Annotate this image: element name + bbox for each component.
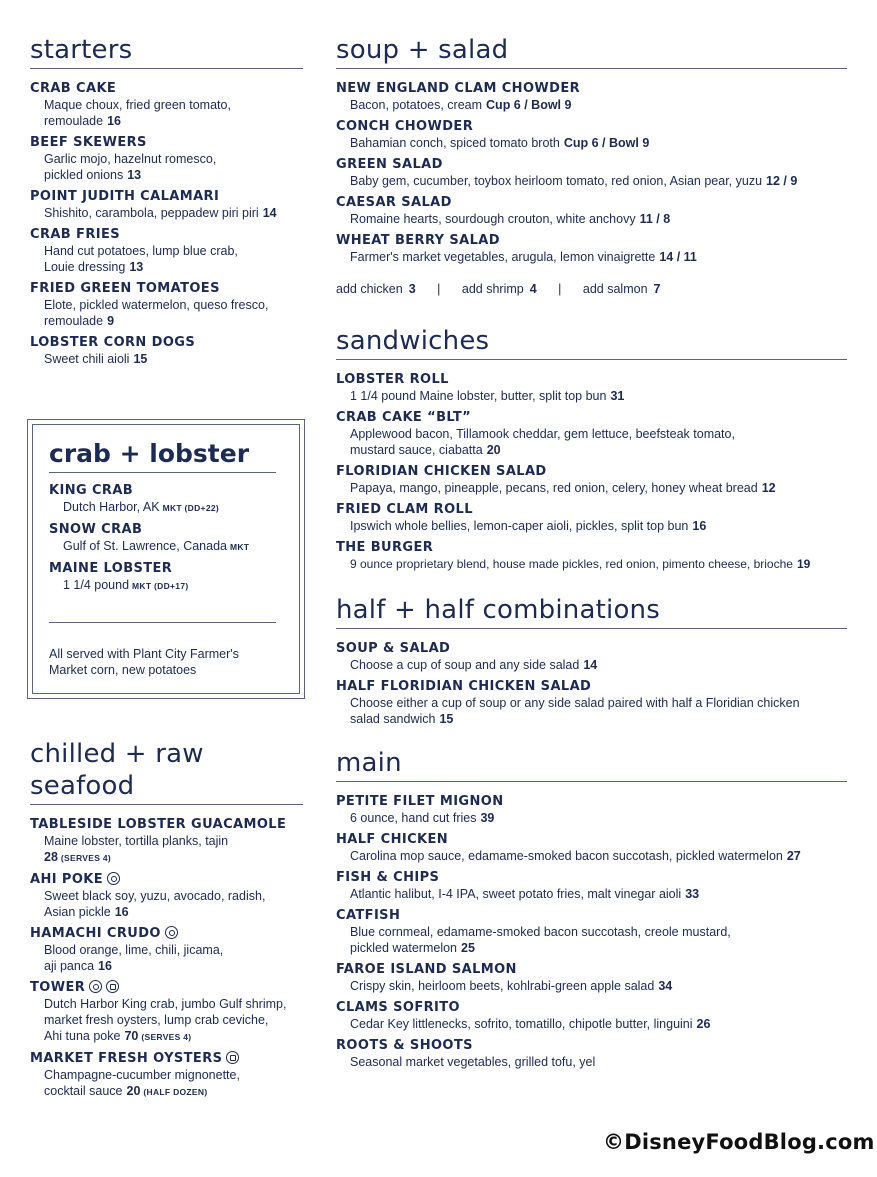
menu-item-half-floridian-chicken-salad [336, 679, 847, 727]
item-price: 27 [786, 849, 801, 863]
item-name: SOUP & SALAD [336, 641, 451, 656]
section-title-soup-salad: soup + salad [336, 34, 847, 69]
item-name: ROOTS & SHOOTS [336, 1038, 473, 1053]
item-name: HAMACHI CRUDO [30, 926, 303, 942]
item-desc: Farmer's market vegetables, arugula, lemon vinaigrette 14 / 11 [350, 250, 697, 264]
crab-lobster-section [49, 438, 276, 600]
menu-item-roots-shoots [336, 1038, 847, 1070]
item-desc: Seasonal market vegetables, grilled tofu, yel [350, 1055, 596, 1069]
item-name: CATFISH [336, 908, 401, 923]
item-price: 16 [98, 959, 112, 973]
item-name: CLAMS SOFRITO [336, 1000, 460, 1015]
item-name: SNOW CRAB [49, 522, 143, 537]
menu-item-caesar-salad [336, 195, 847, 227]
item-desc-line2: salad sandwich 15 [350, 712, 454, 726]
item-desc: Atlantic halibut, I-4 IPA, sweet potato fries, malt vinegar aioli 33 [350, 887, 700, 901]
menu-item-green-salad [336, 157, 847, 189]
item-name: NEW ENGLAND CLAM CHOWDER [336, 81, 581, 96]
addon-chicken: add chicken 3 [336, 282, 416, 296]
item-desc-line2: cocktail sauce 20 (HALF DOZEN) [44, 1084, 208, 1098]
item-desc: Romaine hearts, sourdough crouton, white anchovy 11 / 8 [350, 212, 671, 226]
item-name: AHI POKE [30, 872, 303, 888]
item-desc-line2: pickled watermelon 25 [350, 941, 475, 955]
item-desc-line2: pickled onions 13 [44, 168, 142, 182]
item-market-price: MKT (DD+17) [132, 581, 189, 591]
item-desc: 1 1/4 pound MKT (DD+17) [63, 578, 189, 592]
item-desc: Dutch Harbor, AK MKT (DD+22) [63, 500, 220, 514]
item-price: 31 [610, 389, 625, 403]
menu-item-fried-green-tomatoes [30, 281, 303, 329]
item-price: 26 [696, 1017, 711, 1031]
gluten-free-icon [106, 980, 119, 993]
menu-item-snow-crab [49, 522, 276, 555]
item-name: FAROE ISLAND SALMON [336, 962, 517, 977]
soup-salad-section [336, 34, 847, 297]
item-name: CRAB CAKE “BLT” [336, 410, 472, 425]
item-name: LOBSTER ROLL [336, 372, 449, 387]
menu-item-half-chicken [336, 832, 847, 864]
item-name: MAINE LOBSTER [49, 561, 173, 576]
menu-item-king-crab [49, 483, 276, 516]
crab-lobster-box [27, 419, 305, 699]
item-note: (HALF DOZEN) [143, 1087, 208, 1097]
item-price: 14 [262, 206, 277, 220]
item-price: 14 / 11 [659, 250, 697, 264]
item-name: FLORIDIAN CHICKEN SALAD [336, 464, 547, 479]
item-name: POINT JUDITH CALAMARI [30, 189, 220, 204]
item-desc-line2: Louie dressing 13 [44, 260, 144, 274]
allergy-friendly-icon [107, 872, 120, 885]
item-name: TABLESIDE LOBSTER GUACAMOLE [30, 817, 287, 832]
menu-item-lobster-guacamole [30, 817, 303, 866]
item-price: 13 [129, 260, 144, 274]
menu-item-crab-fries [30, 227, 303, 275]
menu-item-hamachi-crudo [30, 926, 303, 974]
item-desc: Bacon, potatoes, cream Cup 6 / Bowl 9 [350, 98, 572, 112]
item-name: LOBSTER CORN DOGS [30, 335, 196, 350]
item-price: 20 [486, 443, 501, 457]
item-name: FRIED CLAM ROLL [336, 502, 473, 517]
box-divider [49, 622, 276, 623]
item-desc: Gulf of St. Lawrence, Canada MKT [63, 539, 250, 553]
section-title-starters: starters [30, 34, 303, 69]
item-price: 16 [107, 114, 121, 128]
item-name: MARKET FRESH OYSTERS [30, 1051, 303, 1067]
item-price-line [30, 849, 303, 866]
half-half-section [336, 594, 847, 727]
item-desc: Shishito, carambola, peppadew piri piri 14 [44, 206, 277, 220]
item-desc: Elote, pickled watermelon, queso fresco, [44, 298, 269, 312]
menu-item-oysters [30, 1051, 303, 1100]
item-market-price: MKT (DD+22) [162, 503, 220, 513]
crab-lobster-footer: All served with Plant City Farmer's Market corn, new potatoes [49, 647, 239, 677]
item-desc: Dutch Harbor King crab, jumbo Gulf shrimp, [44, 997, 287, 1011]
menu-item-clam-chowder [336, 81, 847, 113]
item-price: 15 [439, 712, 454, 726]
item-desc: Maine lobster, tortilla planks, tajin [44, 834, 229, 848]
item-desc: Sweet chili aioli 15 [44, 352, 148, 366]
item-desc: Bahamian conch, spiced tomato broth Cup 6 / Bowl 9 [350, 136, 650, 150]
menu-item-ahi-poke [30, 872, 303, 920]
menu-item-clams-sofrito [336, 1000, 847, 1032]
item-name: WHEAT BERRY SALAD [336, 233, 500, 248]
item-name: THE BURGER [336, 540, 434, 555]
item-name: HALF FLORIDIAN CHICKEN SALAD [336, 679, 592, 694]
item-price: 28 [44, 850, 58, 864]
item-price: Cup 6 / Bowl 9 [563, 136, 650, 150]
menu-item-wheat-berry-salad [336, 233, 847, 265]
salad-addons [336, 281, 847, 297]
item-price: 33 [685, 887, 700, 901]
item-desc: Blood orange, lime, chili, jicama, [44, 943, 224, 957]
menu-item-maine-lobster [49, 561, 276, 594]
item-price: 14 [583, 658, 598, 672]
item-price: Cup 6 / Bowl 9 [486, 98, 572, 112]
item-name: FISH & CHIPS [336, 870, 440, 885]
section-title-sandwiches: sandwiches [336, 325, 847, 360]
item-desc: Papaya, mango, pineapple, pecans, red onion, celery, honey wheat bread 12 [350, 481, 776, 495]
item-desc: Baby gem, cucumber, toybox heirloom tomato, red onion, Asian pear, yuzu 12 / 9 [350, 174, 798, 188]
item-name: GREEN SALAD [336, 157, 443, 172]
item-desc: Carolina mop sauce, edamame-smoked bacon succotash, pickled watermelon 27 [350, 849, 801, 863]
item-desc: Applewood bacon, Tillamook cheddar, gem lettuce, beefsteak tomato, [350, 427, 735, 441]
starters-section [30, 34, 303, 373]
addon-salmon: add salmon 7 [582, 282, 661, 296]
item-price: 11 / 8 [639, 212, 671, 226]
item-name: HALF CHICKEN [336, 832, 449, 847]
menu-item-calamari [30, 189, 303, 221]
item-name: FRIED GREEN TOMATOES [30, 281, 220, 296]
item-name: TOWER [30, 980, 303, 996]
item-price: 16 [114, 905, 129, 919]
item-desc: Sweet black soy, yuzu, avocado, radish, [44, 889, 266, 903]
item-desc-line2: remoulade 9 [44, 314, 115, 328]
item-desc: Choose either a cup of soup or any side salad paired with half a Floridian chicken [350, 696, 800, 710]
chilled-seafood-section [30, 738, 303, 1106]
item-desc-line2: market fresh oysters, lump crab ceviche, [44, 1013, 269, 1027]
addon-separator: | [437, 282, 441, 296]
item-note: (SERVES 4) [60, 853, 111, 863]
allergy-friendly-icon [89, 980, 102, 993]
item-desc-line2: Asian pickle 16 [44, 905, 129, 919]
menu-item-the-burger [336, 540, 847, 572]
menu-item-floridian-chicken-salad [336, 464, 847, 496]
item-price: 12 / 9 [766, 174, 798, 188]
item-desc: 9 ounce proprietary blend, house made pickles, red onion, pimento cheese, brioche 19 [350, 557, 811, 571]
item-desc-line2: remoulade 16 [44, 114, 121, 128]
menu-item-fried-clam-roll [336, 502, 847, 534]
item-price: 12 [761, 481, 776, 495]
item-desc: Cedar Key littlenecks, sofrito, tomatillo, chipotle butter, linguini 26 [350, 1017, 711, 1031]
item-desc: Choose a cup of soup and any side salad 14 [350, 658, 598, 672]
addon-separator: | [558, 282, 562, 296]
item-price: 20 [126, 1084, 141, 1098]
item-price: 34 [658, 979, 673, 993]
item-desc-line2: mustard sauce, ciabatta 20 [350, 443, 501, 457]
item-price: 19 [796, 557, 811, 571]
sandwiches-section [336, 325, 847, 572]
item-desc: Hand cut potatoes, lump blue crab, [44, 244, 238, 258]
item-name: PETITE FILET MIGNON [336, 794, 504, 809]
menu-item-conch-chowder [336, 119, 847, 151]
item-name: CRAB CAKE [30, 81, 117, 96]
item-desc: Ipswich whole bellies, lemon-caper aioli, pickles, split top bun 16 [350, 519, 707, 533]
item-desc: Blue cornmeal, edamame-smoked bacon succotash, creole mustard, [350, 925, 731, 939]
item-market-price: MKT [229, 542, 250, 552]
section-title-main: main [336, 747, 847, 782]
item-desc: 6 ounce, hand cut fries 39 [350, 811, 495, 825]
item-name: CAESAR SALAD [336, 195, 452, 210]
item-desc-line2: aji panca 16 [44, 959, 112, 973]
main-section [336, 747, 847, 1070]
item-price: 25 [461, 941, 475, 955]
addon-shrimp: add shrimp 4 [461, 282, 537, 296]
item-name: BEEF SKEWERS [30, 135, 147, 150]
item-name: CRAB FRIES [30, 227, 121, 242]
item-price: 9 [107, 314, 115, 328]
menu-item-filet-mignon [336, 794, 847, 826]
menu-item-crab-cake-blt [336, 410, 847, 458]
item-desc: Crispy skin, heirloom beets, kohlrabi-green apple salad 34 [350, 979, 673, 993]
right-column [336, 34, 847, 1076]
menu-item-lobster-corn-dogs [30, 335, 303, 367]
item-desc: Maque choux, fried green tomato, [44, 98, 231, 112]
item-price: 15 [133, 352, 148, 366]
menu-item-tower [30, 980, 303, 1045]
item-desc-line3: Ahi tuna poke 70 (SERVES 4) [44, 1029, 192, 1043]
menu-item-catfish [336, 908, 847, 956]
menu-item-fish-chips [336, 870, 847, 902]
menu-item-beef-skewers [30, 135, 303, 183]
item-desc: 1 1/4 pound Maine lobster, butter, split top bun 31 [350, 389, 625, 403]
item-name: KING CRAB [49, 483, 134, 498]
item-desc: Garlic mojo, hazelnut romesco, [44, 152, 217, 166]
item-price: 16 [692, 519, 707, 533]
section-title-half-half: half + half combinations [336, 594, 847, 629]
item-desc: Champagne-cucumber mignonette, [44, 1068, 240, 1082]
allergy-friendly-icon [165, 926, 178, 939]
menu-item-crab-cake [30, 81, 303, 129]
menu-item-lobster-roll [336, 372, 847, 404]
item-price: 70 [124, 1029, 139, 1043]
section-title-chilled: chilled + raw seafood [30, 738, 303, 805]
section-title-crab-lobster: crab + lobster [49, 438, 276, 473]
menu-item-soup-salad-combo [336, 641, 847, 673]
watermark: ©DisneyFoodBlog.com [603, 1130, 875, 1154]
gluten-free-icon [226, 1051, 239, 1064]
menu-item-faroe-salmon [336, 962, 847, 994]
item-price: 13 [127, 168, 142, 182]
item-price: 39 [480, 811, 495, 825]
item-name: CONCH CHOWDER [336, 119, 474, 134]
item-note: (SERVES 4) [141, 1032, 192, 1042]
